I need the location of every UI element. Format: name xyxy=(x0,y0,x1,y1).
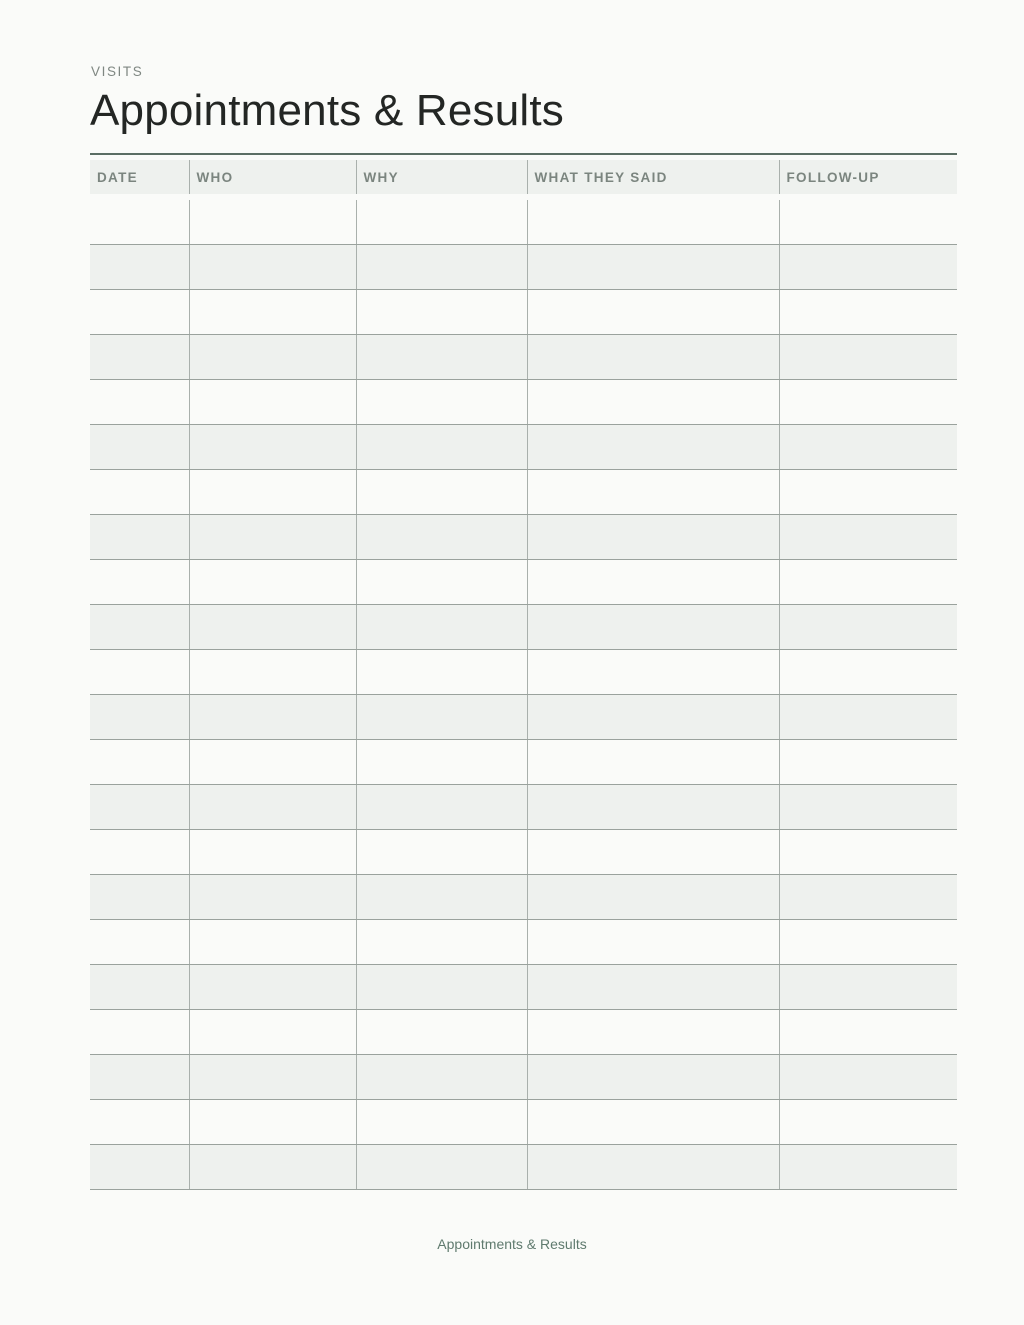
table-cell[interactable] xyxy=(527,1145,779,1190)
table-cell[interactable] xyxy=(189,740,356,785)
table-cell[interactable] xyxy=(527,515,779,560)
table-cell[interactable] xyxy=(779,1100,957,1145)
table-row xyxy=(90,1055,957,1100)
table-cell[interactable] xyxy=(779,1055,957,1100)
table-cell[interactable] xyxy=(356,515,527,560)
table-cell[interactable] xyxy=(90,560,189,605)
table-cell[interactable] xyxy=(356,965,527,1010)
page-footer: Appointments & Results xyxy=(437,1236,587,1252)
table-cell[interactable] xyxy=(527,965,779,1010)
table-cell[interactable] xyxy=(90,785,189,830)
table-cell[interactable] xyxy=(90,335,189,380)
table-cell[interactable] xyxy=(356,740,527,785)
table-cell[interactable] xyxy=(90,830,189,875)
table-cell[interactable] xyxy=(779,650,957,695)
table-cell[interactable] xyxy=(779,830,957,875)
table-cell[interactable] xyxy=(527,245,779,290)
table-cell[interactable] xyxy=(189,200,356,245)
table-cell[interactable] xyxy=(356,200,527,245)
table-row xyxy=(90,1010,957,1055)
table-cell[interactable] xyxy=(90,875,189,920)
table-cell[interactable] xyxy=(189,335,356,380)
table-row xyxy=(90,290,957,335)
table-cell[interactable] xyxy=(90,965,189,1010)
table-cell[interactable] xyxy=(189,1100,356,1145)
table-cell[interactable] xyxy=(189,1010,356,1055)
table-cell[interactable] xyxy=(356,785,527,830)
column-header-who: WHO xyxy=(189,160,356,197)
table-cell[interactable] xyxy=(356,560,527,605)
table-row xyxy=(90,965,957,1010)
section-eyebrow: VISITS xyxy=(91,64,144,79)
table-cell[interactable] xyxy=(779,965,957,1010)
table-row xyxy=(90,200,957,245)
table-cell[interactable] xyxy=(90,1010,189,1055)
table-cell[interactable] xyxy=(527,470,779,515)
table-cell[interactable] xyxy=(189,560,356,605)
table-cell[interactable] xyxy=(527,380,779,425)
table-cell[interactable] xyxy=(189,830,356,875)
appointments-table xyxy=(90,160,957,1190)
table-cell[interactable] xyxy=(779,1010,957,1055)
table-cell[interactable] xyxy=(90,290,189,335)
column-header-why: WHY xyxy=(356,160,527,197)
table-cell[interactable] xyxy=(90,650,189,695)
table-cell[interactable] xyxy=(90,380,189,425)
table-cell[interactable] xyxy=(527,425,779,470)
table-cell[interactable] xyxy=(527,605,779,650)
table-cell[interactable] xyxy=(527,1100,779,1145)
table-cell[interactable] xyxy=(356,245,527,290)
table-cell[interactable] xyxy=(779,200,957,245)
table-cell[interactable] xyxy=(527,920,779,965)
table-cell[interactable] xyxy=(90,1055,189,1100)
table-cell[interactable] xyxy=(189,515,356,560)
table-cell[interactable] xyxy=(527,1010,779,1055)
table-row xyxy=(90,1100,957,1145)
table-cell[interactable] xyxy=(356,335,527,380)
table-body xyxy=(90,200,957,1190)
table-header-row xyxy=(90,160,957,197)
table-cell[interactable] xyxy=(189,470,356,515)
table-cell[interactable] xyxy=(779,920,957,965)
table-cell[interactable] xyxy=(356,425,527,470)
column-header-date: DATE xyxy=(90,160,189,197)
table-cell[interactable] xyxy=(90,605,189,650)
table-cell[interactable] xyxy=(527,830,779,875)
table-cell[interactable] xyxy=(90,1145,189,1190)
table-cell[interactable] xyxy=(189,1055,356,1100)
table-cell[interactable] xyxy=(356,1010,527,1055)
table-cell[interactable] xyxy=(189,695,356,740)
table-row xyxy=(90,245,957,290)
table-cell[interactable] xyxy=(90,425,189,470)
table-cell[interactable] xyxy=(779,605,957,650)
table-cell[interactable] xyxy=(356,470,527,515)
table-cell[interactable] xyxy=(527,740,779,785)
table-cell[interactable] xyxy=(356,920,527,965)
table-row xyxy=(90,740,957,785)
table-cell[interactable] xyxy=(779,380,957,425)
table-row xyxy=(90,650,957,695)
table-cell[interactable] xyxy=(356,1100,527,1145)
table-row xyxy=(90,695,957,740)
title-divider xyxy=(90,153,957,155)
table-cell[interactable] xyxy=(189,290,356,335)
table-row xyxy=(90,380,957,425)
table-cell[interactable] xyxy=(90,515,189,560)
table-cell[interactable] xyxy=(90,920,189,965)
table-cell[interactable] xyxy=(356,290,527,335)
table-row xyxy=(90,560,957,605)
table-cell[interactable] xyxy=(189,1145,356,1190)
table-row xyxy=(90,920,957,965)
table-row xyxy=(90,875,957,920)
table-cell[interactable] xyxy=(779,740,957,785)
page-title: Appointments & Results xyxy=(90,86,564,135)
table-cell[interactable] xyxy=(90,740,189,785)
table-cell[interactable] xyxy=(779,290,957,335)
table-row xyxy=(90,335,957,380)
table-cell[interactable] xyxy=(189,650,356,695)
table-cell[interactable] xyxy=(356,875,527,920)
table-cell[interactable] xyxy=(90,200,189,245)
table-cell[interactable] xyxy=(189,965,356,1010)
table-cell[interactable] xyxy=(527,695,779,740)
table-cell[interactable] xyxy=(527,875,779,920)
table-cell[interactable] xyxy=(189,245,356,290)
table-cell[interactable] xyxy=(779,335,957,380)
table-cell[interactable] xyxy=(90,1100,189,1145)
table-cell[interactable] xyxy=(189,425,356,470)
table-cell[interactable] xyxy=(189,605,356,650)
table-row xyxy=(90,515,957,560)
table-cell[interactable] xyxy=(90,695,189,740)
table-cell[interactable] xyxy=(356,695,527,740)
table-cell[interactable] xyxy=(779,785,957,830)
table-row xyxy=(90,470,957,515)
table-cell[interactable] xyxy=(527,200,779,245)
table-cell[interactable] xyxy=(356,1055,527,1100)
table-cell[interactable] xyxy=(90,245,189,290)
table-row xyxy=(90,1145,957,1190)
table-cell[interactable] xyxy=(527,335,779,380)
table-cell[interactable] xyxy=(356,1145,527,1190)
table-cell[interactable] xyxy=(356,650,527,695)
table-cell[interactable] xyxy=(90,470,189,515)
table-cell[interactable] xyxy=(189,875,356,920)
table-cell[interactable] xyxy=(779,470,957,515)
table-cell[interactable] xyxy=(527,1055,779,1100)
table-cell[interactable] xyxy=(527,650,779,695)
table-row xyxy=(90,425,957,470)
table-cell[interactable] xyxy=(527,290,779,335)
table-row xyxy=(90,785,957,830)
table-cell[interactable] xyxy=(189,785,356,830)
column-header-follow-up: FOLLOW-UP xyxy=(779,160,957,197)
table-cell[interactable] xyxy=(779,560,957,605)
table-cell[interactable] xyxy=(779,515,957,560)
table-cell[interactable] xyxy=(527,560,779,605)
table-cell[interactable] xyxy=(527,785,779,830)
table-row xyxy=(90,605,957,650)
table-cell[interactable] xyxy=(779,695,957,740)
table-cell[interactable] xyxy=(779,245,957,290)
table-cell[interactable] xyxy=(356,605,527,650)
column-header-what-they-said: WHAT THEY SAID xyxy=(527,160,779,197)
table-cell[interactable] xyxy=(189,920,356,965)
table-cell[interactable] xyxy=(356,830,527,875)
table-cell[interactable] xyxy=(779,425,957,470)
table-cell[interactable] xyxy=(779,1145,957,1190)
table-row xyxy=(90,830,957,875)
table-cell[interactable] xyxy=(189,380,356,425)
table-cell[interactable] xyxy=(356,380,527,425)
table-cell[interactable] xyxy=(779,875,957,920)
